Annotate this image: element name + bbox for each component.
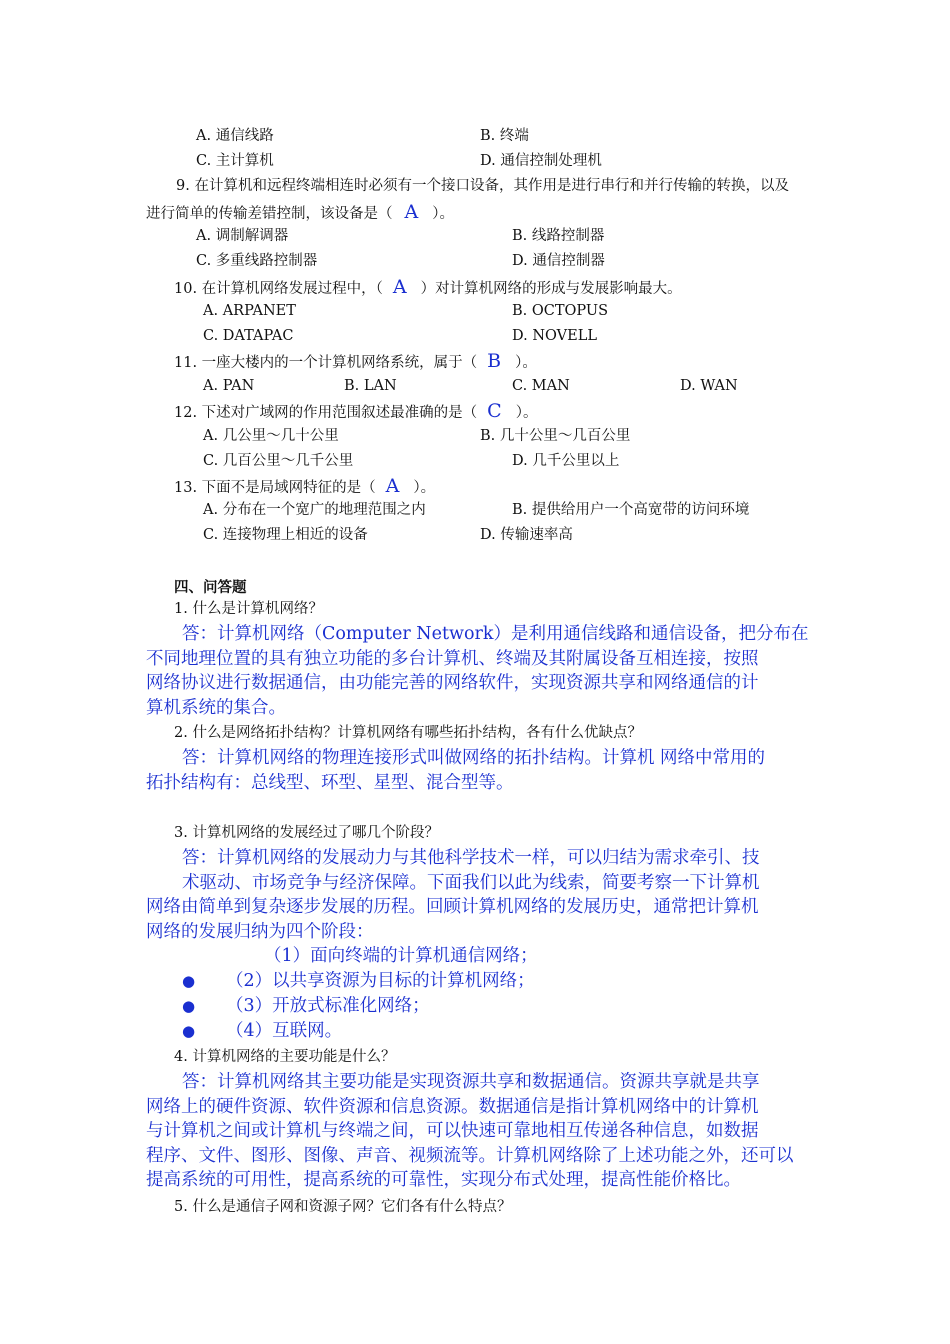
q9-stem-line1: 9. 在计算机和远程终端相连时必须有一个接口设备，其作用是进行串行和并行传输的转换，以及 — [176, 178, 789, 194]
qa4-answer-line: 网络上的硬件资源、软件资源和信息资源。数据通信是指计算机网络中的计算机 — [146, 1096, 759, 1117]
qa2-question: 2. 什么是网络拓扑结构？计算机网络有哪些拓扑结构，各有什么优缺点？ — [174, 725, 642, 741]
q13-option-c: C. 连接物理上相近的设备 — [203, 527, 368, 543]
q8-option-a: A. 通信线路 — [196, 128, 274, 144]
q10-option-c: C. DATAPAC — [203, 328, 294, 344]
q10-option-d: D. NOVELL — [512, 328, 597, 344]
q10-stem — [174, 277, 682, 299]
q10-stem-pre: 10. 在计算机网络发展过程中，（ — [174, 281, 383, 297]
q11-option-a: A. PAN — [203, 378, 255, 394]
qa4-answer-line: 程序、文件、图形、图像、声音、视频流等。计算机网络除了上述功能之外，还可以 — [146, 1145, 794, 1166]
qa1-question: 1. 什么是计算机网络？ — [174, 601, 323, 617]
q12-option-c: C. 几百公里～几千公里 — [203, 453, 354, 469]
qa2-answer-line: 拓扑结构有：总线型、环型、星型、混合型等。 — [146, 772, 514, 793]
q12-answer: C — [487, 400, 502, 422]
q9-stem-line2 — [146, 202, 454, 224]
q13-option-d: D. 传输速率高 — [480, 527, 573, 543]
qa3-answer-line: 答：计算机网络的发展动力与其他科学技术一样，可以归结为需求牵引、技 — [182, 848, 760, 868]
bullet-dot-icon: ● — [182, 972, 196, 990]
qa3-stage-2: （2）以共享资源为目标的计算机网络； — [226, 971, 535, 991]
qa5-question: 5. 什么是通信子网和资源子网？它们各有什么特点？ — [174, 1199, 512, 1215]
q11-answer: B — [487, 350, 502, 372]
qa1-answer-line: 网络协议进行数据通信，由功能完善的网络软件，实现资源共享和网络通信的计 — [146, 673, 759, 693]
qa3-answer-line: 术驱动、市场竞争与经济保障。下面我们以此为线索，简要考察一下计算机 — [182, 872, 760, 893]
q9-option-b: B. 线路控制器 — [512, 228, 605, 244]
q13-option-a: A. 分布在一个宽广的地理范围之内 — [203, 502, 426, 518]
q11-stem — [174, 351, 537, 373]
q12-option-a: A. 几公里～几十公里 — [203, 428, 339, 444]
q12-stem — [174, 401, 537, 423]
q9-option-c: C. 多重线路控制器 — [196, 253, 318, 269]
bullet-dot-icon: ● — [182, 1022, 196, 1040]
qa3-answer-line: 网络的发展归纳为四个阶段： — [146, 921, 374, 942]
q10-stem-post: ）对计算机网络的形成与发展影响最大。 — [420, 281, 682, 297]
q13-answer: A — [385, 475, 400, 497]
q13-stem — [174, 476, 435, 498]
q11-stem-post: ）。 — [515, 355, 537, 371]
qa3-answer-line: 网络由简单到复杂逐步发展的历程。回顾计算机网络的发展历史，通常把计算机 — [146, 897, 759, 917]
q9-answer: A — [404, 201, 419, 223]
bullet-dot-icon: ● — [182, 997, 196, 1015]
q12-option-d: D. 几千公里以上 — [512, 453, 620, 469]
q11-option-c: C. MAN — [512, 378, 570, 394]
q8-option-d: D. 通信控制处理机 — [480, 153, 602, 169]
q11-option-b: B. LAN — [344, 378, 397, 394]
q9-option-d: D. 通信控制器 — [512, 253, 605, 269]
q10-option-b: B. OCTOPUS — [512, 303, 609, 319]
qa4-answer-line: 与计算机之间或计算机与终端之间，可以快速可靠地相互传递各种信息，如数据 — [146, 1121, 759, 1141]
qa3-answer — [146, 846, 806, 944]
qa1-answer-line: 不同地理位置的具有独立功能的多台计算机、终端及其附属设备互相连接，按照 — [146, 648, 759, 669]
q13-option-b: B. 提供给用户一个高宽带的访问环境 — [512, 502, 750, 518]
qa3-stage-4: （4）互联网。 — [226, 1021, 343, 1041]
qa1-answer-line: 答：计算机网络（Computer Network）是利用通信线路和通信设备，把分布在 — [182, 624, 809, 644]
qa4-question: 4. 计算机网络的主要功能是什么？ — [174, 1049, 396, 1065]
qa1-answer-line: 算机系统的集合。 — [146, 697, 286, 718]
q9-stem-post: ）。 — [432, 206, 454, 222]
q10-option-a: A. ARPANET — [203, 303, 296, 319]
q12-option-b: B. 几十公里～几百公里 — [480, 428, 631, 444]
q11-option-d: D. WAN — [680, 378, 738, 394]
q12-stem-post: ）。 — [515, 405, 538, 421]
qa3-question: 3. 计算机网络的发展经过了哪几个阶段？ — [174, 825, 439, 841]
section-heading: 四、问答题 — [174, 579, 247, 596]
q10-answer: A — [392, 276, 407, 298]
q8-option-b: B. 终端 — [480, 128, 529, 144]
qa4-answer — [146, 1070, 806, 1193]
qa4-answer-line: 答：计算机网络其主要功能是实现资源共享和数据通信。资源共享就是共享 — [182, 1072, 760, 1092]
q12-stem-pre: 12. 下述对广域网的作用范围叙述最准确的是（ — [174, 405, 478, 421]
q13-stem-pre: 13. 下面不是局域网特征的是（ — [174, 480, 376, 496]
qa3-stage-1: （1）面向终端的计算机通信网络； — [264, 946, 538, 966]
qa1-answer — [146, 622, 809, 720]
qa4-answer-line: 提高系统的可用性，提高系统的可靠性，实现分布式处理，提高性能价格比。 — [146, 1170, 741, 1190]
q8-option-c: C. 主计算机 — [196, 153, 274, 169]
qa2-answer-line: 答：计算机网络的物理连接形式叫做网络的拓扑结构。计算机 网络中常用的 — [182, 748, 766, 768]
q11-stem-pre: 11. 一座大楼内的一个计算机网络系统，属于（ — [174, 355, 478, 371]
q9-stem-pre: 进行简单的传输差错控制，该设备是（ — [146, 206, 393, 222]
qa3-stage-3: （3）开放式标准化网络； — [226, 996, 430, 1016]
q13-stem-post: ）。 — [413, 480, 436, 496]
q9-option-a: A. 调制解调器 — [196, 228, 289, 244]
qa2-answer — [146, 746, 806, 795]
